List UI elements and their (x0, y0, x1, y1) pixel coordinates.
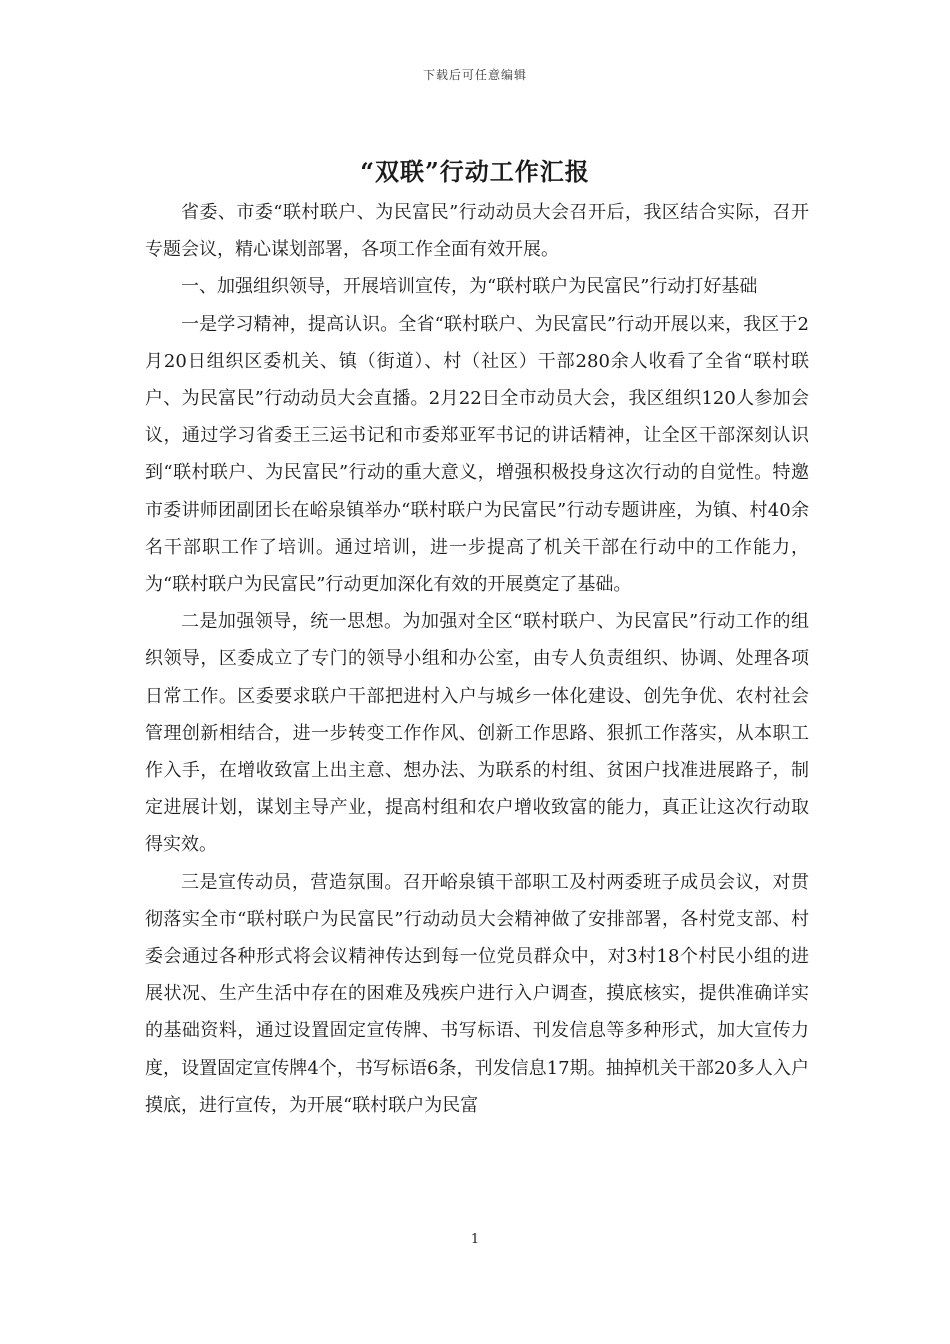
page-number: 1 (470, 1232, 480, 1247)
page-header-note: 下载后可任意编辑 (422, 68, 527, 82)
section-heading-1: 一、加强组织领导，开展培训宣传，为“联村联户为民富民”行动打好基础 (181, 276, 758, 298)
paragraph-study-spirit: 一是学习精神，提高认识。全省“联村联户、为民富民”行动开展以来，我区于2月20日组织区委机关、镇（街道）、村（社区）干部280余人收看了全省“联村联户、为民富民”行动动员大会直播。2月22日全市动员大会，我区组织120人参加会议，通过学习省委王三运书记和市委郑亚军书记的讲话精神，让全区干部深刻认识到“联村联户、为民富民”行动的重大意义，增强积极投身这次行动的自觉性。特邀市委讲师团副团长在峪泉镇举办“联村联户为民富民”行动专题讲座，为镇、村40余名干部职工作了培训。通过培训，进一步提高了机关干部在行动中的工作能力，为“联村联户为民富民”行动更加深化有效的开展奠定了基础。 (145, 313, 809, 596)
document-title: “双联”行动工作汇报 (360, 157, 590, 186)
document-body (145, 194, 809, 1124)
paragraph-strengthen-leadership: 二是加强领导，统一思想。为加强对全区“联村联户、为民富民”行动工作的组织领导，区委成立了专门的领导小组和办公室，由专人负责组织、协调、处理各项日常工作。区委要求联户干部把进村入户与城乡一体化建设、创先争优、农村社会管理创新相结合，进一步转变工作作风、创新工作思路、狠抓工作落实，从本职工作入手，在增收致富上出主意、想办法、为联系的村组、贫困户找准进展路子，制定进展计划，谋划主导产业，提高村组和农户增收致富的能力，真正让这次行动取得实效。 (145, 611, 809, 856)
paragraph-publicity-mobilization: 三是宣传动员，营造氛围。召开峪泉镇干部职工及村两委班子成员会议，对贯彻落实全市“联村联户为民富民”行动动员大会精神做了安排部署，各村党支部、村委会通过各种形式将会议精神传达到每一位党员群众中，对3村18个村民小组的进展状况、生产生活中存在的困难及残疾户进行入户调查，摸底核实，提供准确详实的基础资料，通过设置固定宣传牌、书写标语、刊发信息等多种形式，加大宣传力度，设置固定宣传牌4个，书写标语6条，刊发信息17期。抽掉机关干部20多人入户摸底，进行宣传，为开展“联村联户为民富 (145, 871, 809, 1116)
intro-paragraph: 省委、市委“联村联户、为民富民”行动动员大会召开后，我区结合实际，召开专题会议，精心谋划部署，各项工作全面有效开展。 (145, 202, 809, 261)
